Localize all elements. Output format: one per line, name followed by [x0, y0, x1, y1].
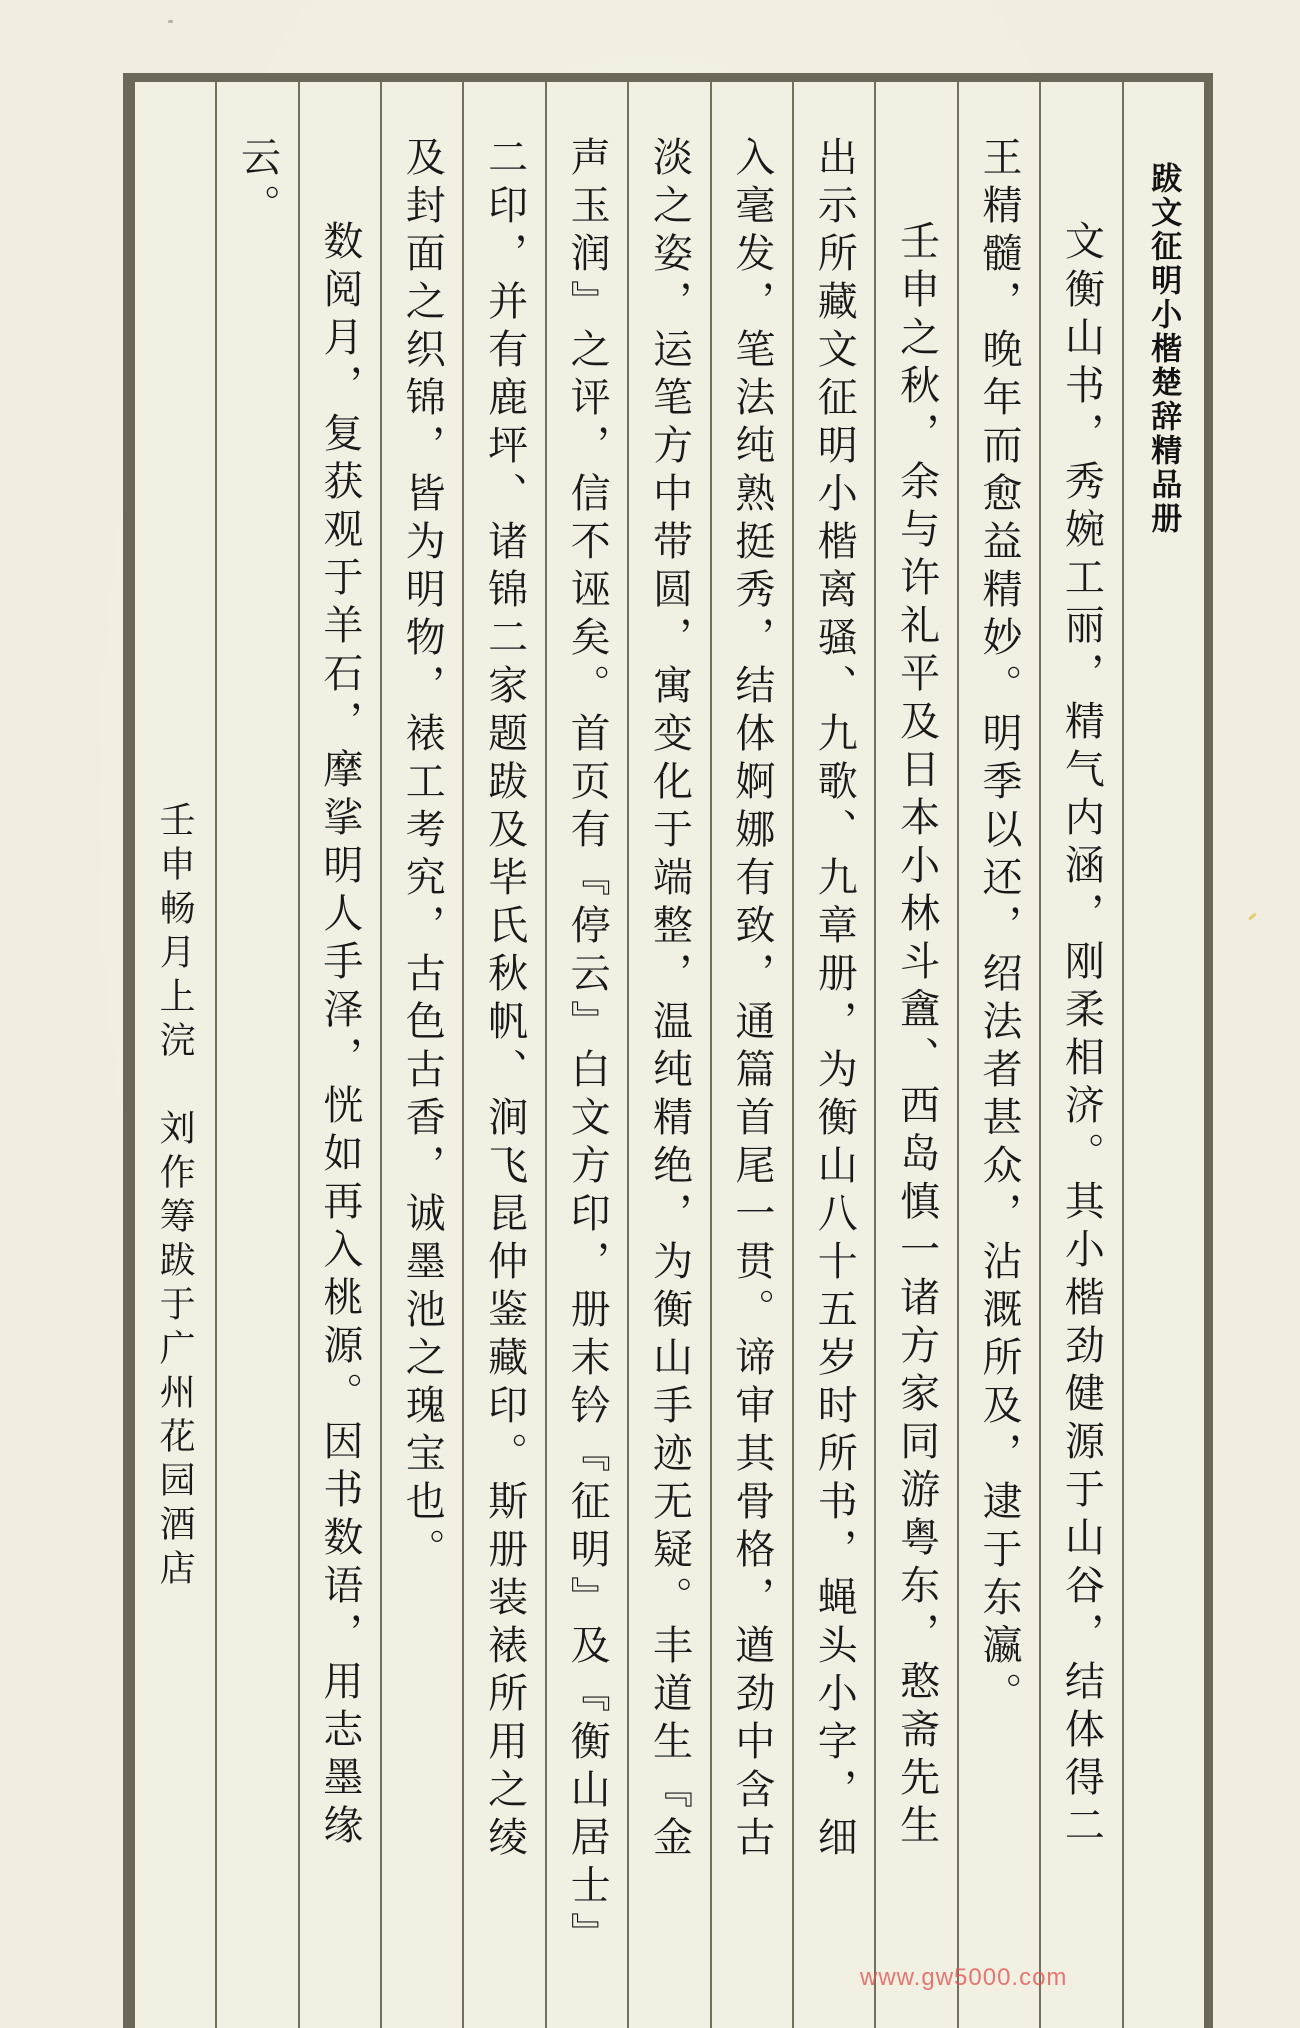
closing-column [215, 82, 297, 2028]
column-text: 入毫发，笔法纯熟挺秀，结体婀娜有致，通篇首尾一贯。谛审其骨格，遒劲中含古 [729, 136, 775, 1864]
text-column-2 [957, 82, 1039, 2028]
column-text: 淡之姿，运笔方中带圆，寓变化于端整，温纯精绝，为衡山手迹无疑。丰道生『金 [647, 136, 693, 1864]
column-text: 数阅月，复获观于羊石，摩挲明人手泽，恍如再入桃源。因书数语，用志墨缘 [317, 220, 363, 1852]
column-text: 壬申之秋，余与许礼平及日本小林斗盦、西岛慎一诸方家同游粤东，憨斋先生 [894, 220, 940, 1852]
text-column-10 [298, 82, 380, 2028]
text-frame [123, 73, 1213, 2028]
site-watermark: www.gw5000.com [860, 1964, 1068, 1991]
column-text: 二印，并有鹿坪、诸锦二家题跋及毕氏秋帆、涧飞昆仲鉴藏印。斯册装裱所用之绫 [482, 136, 528, 1864]
text-column-6 [627, 82, 709, 2028]
column-text: 及封面之织锦，皆为明物，裱工考究，古色古香，诚墨池之瑰宝也。 [400, 136, 446, 1576]
text-column-8 [462, 82, 544, 2028]
column-text: 出示所藏文征明小楷离骚、九歌、九章册，为衡山八十五岁时所书，蝇头小字，细 [812, 136, 858, 1864]
column-text: 声玉润』之评，信不诬矣。首页有『停云』白文方印，册末钤『征明』及『衡山居士』 [565, 136, 611, 1960]
column-text: 云。 [235, 136, 281, 232]
column-text: 文衡山书，秀婉工丽，精气内涵，刚柔相济。其小楷劲健源于山谷，结体得二 [1059, 220, 1105, 1852]
signature-text: 壬申畅月上浣 刘作筹跋于广州花园酒店 [155, 801, 196, 1593]
paper-speck [1248, 912, 1257, 920]
text-column-1 [1039, 82, 1121, 2028]
text-column-9 [380, 82, 462, 2028]
column-text: 王精髓，晚年而愈益精妙。明季以还，绍法者甚众，沾溉所及，逮于东瀛。 [977, 136, 1023, 1720]
text-column-4 [792, 82, 874, 2028]
signature-column [135, 82, 215, 2028]
title-column [1122, 82, 1204, 2028]
text-column-7 [545, 82, 627, 2028]
text-column-5 [710, 82, 792, 2028]
page-title: 跋文征明小楷楚辞精品册 [1146, 162, 1182, 536]
text-column-3 [874, 82, 956, 2028]
paper-speck [168, 20, 173, 23]
